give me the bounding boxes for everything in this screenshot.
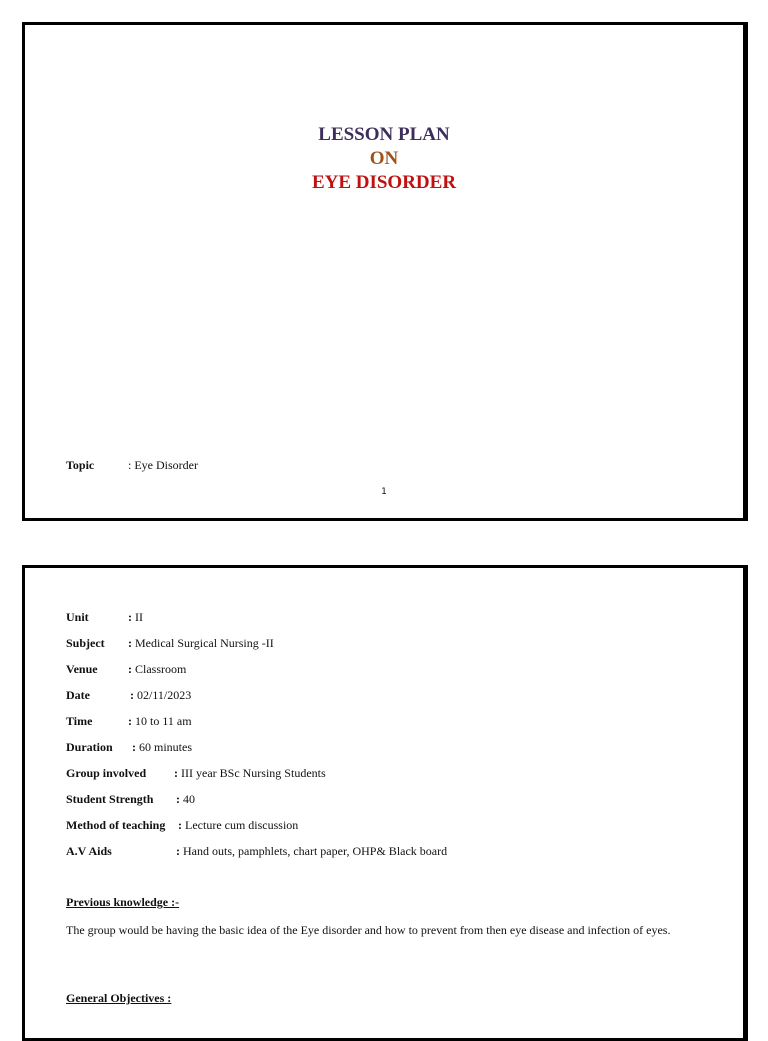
field-value: Hand outs, pamphlets, chart paper, OHP& Black board — [183, 844, 448, 858]
field-row-date: Date : 02/11/2023 — [66, 688, 192, 702]
previous-knowledge-text: The group would be having the basic idea of the Eye disorder and how to prevent from then eye disease and infection of eyes. — [66, 923, 671, 937]
cover-page — [22, 22, 746, 521]
field-label: Unit — [66, 610, 89, 624]
field-label: Subject — [66, 636, 105, 650]
field-row-venue: Venue : Classroom — [66, 662, 187, 676]
title-line-on: ON — [369, 148, 399, 169]
field-row-student-strength: Student Strength : 40 — [66, 792, 195, 806]
title-line-eye-disorder: EYE DISORDER — [311, 172, 457, 193]
field-value: Classroom — [135, 662, 187, 676]
field-label: Method of teaching — [66, 818, 166, 832]
lesson-details-list — [66, 609, 447, 869]
field-value: 02/11/2023 — [137, 688, 192, 702]
field-value: III year BSc Nursing Students — [181, 766, 326, 780]
field-label: Venue — [66, 662, 98, 676]
field-row-method-of-teaching: Method of teaching : Lecture cum discussion — [66, 818, 299, 832]
title-line-lesson-plan: LESSON PLAN — [318, 124, 450, 145]
field-value: 40 — [183, 792, 195, 806]
field-row-time: Time : 10 to 11 am — [66, 714, 192, 728]
field-label: Time — [66, 714, 93, 728]
field-label: Group involved — [66, 766, 147, 780]
page-number: 1 — [381, 487, 387, 497]
field-label: A.V Aids — [66, 844, 112, 858]
field-value: Lecture cum discussion — [185, 818, 299, 832]
field-value: II — [135, 610, 143, 624]
topic-value: : Eye Disorder — [128, 458, 198, 472]
general-objectives-heading: General Objectives : — [66, 991, 172, 1005]
field-value: 60 minutes — [139, 740, 192, 754]
field-label: Duration — [66, 740, 113, 754]
field-value: Medical Surgical Nursing -II — [135, 636, 274, 650]
details-page — [22, 565, 746, 1041]
previous-knowledge-heading: Previous knowledge :- — [66, 895, 180, 909]
field-label: Student Strength — [66, 792, 154, 806]
field-row-subject: Subject : Medical Surgical Nursing -II — [66, 636, 274, 650]
field-value: 10 to 11 am — [135, 714, 192, 728]
topic-label: Topic — [66, 458, 95, 472]
field-label: Date — [66, 688, 90, 702]
document-title — [25, 123, 743, 195]
topic-row — [66, 458, 198, 473]
field-row-group-involved: Group involved : III year BSc Nursing Students — [66, 766, 326, 780]
field-row-unit: Unit : II — [66, 610, 143, 624]
field-row-duration: Duration : 60 minutes — [66, 740, 192, 754]
field-row-av-aids: A.V Aids : Hand outs, pamphlets, chart paper, OHP& Black board — [66, 844, 448, 858]
